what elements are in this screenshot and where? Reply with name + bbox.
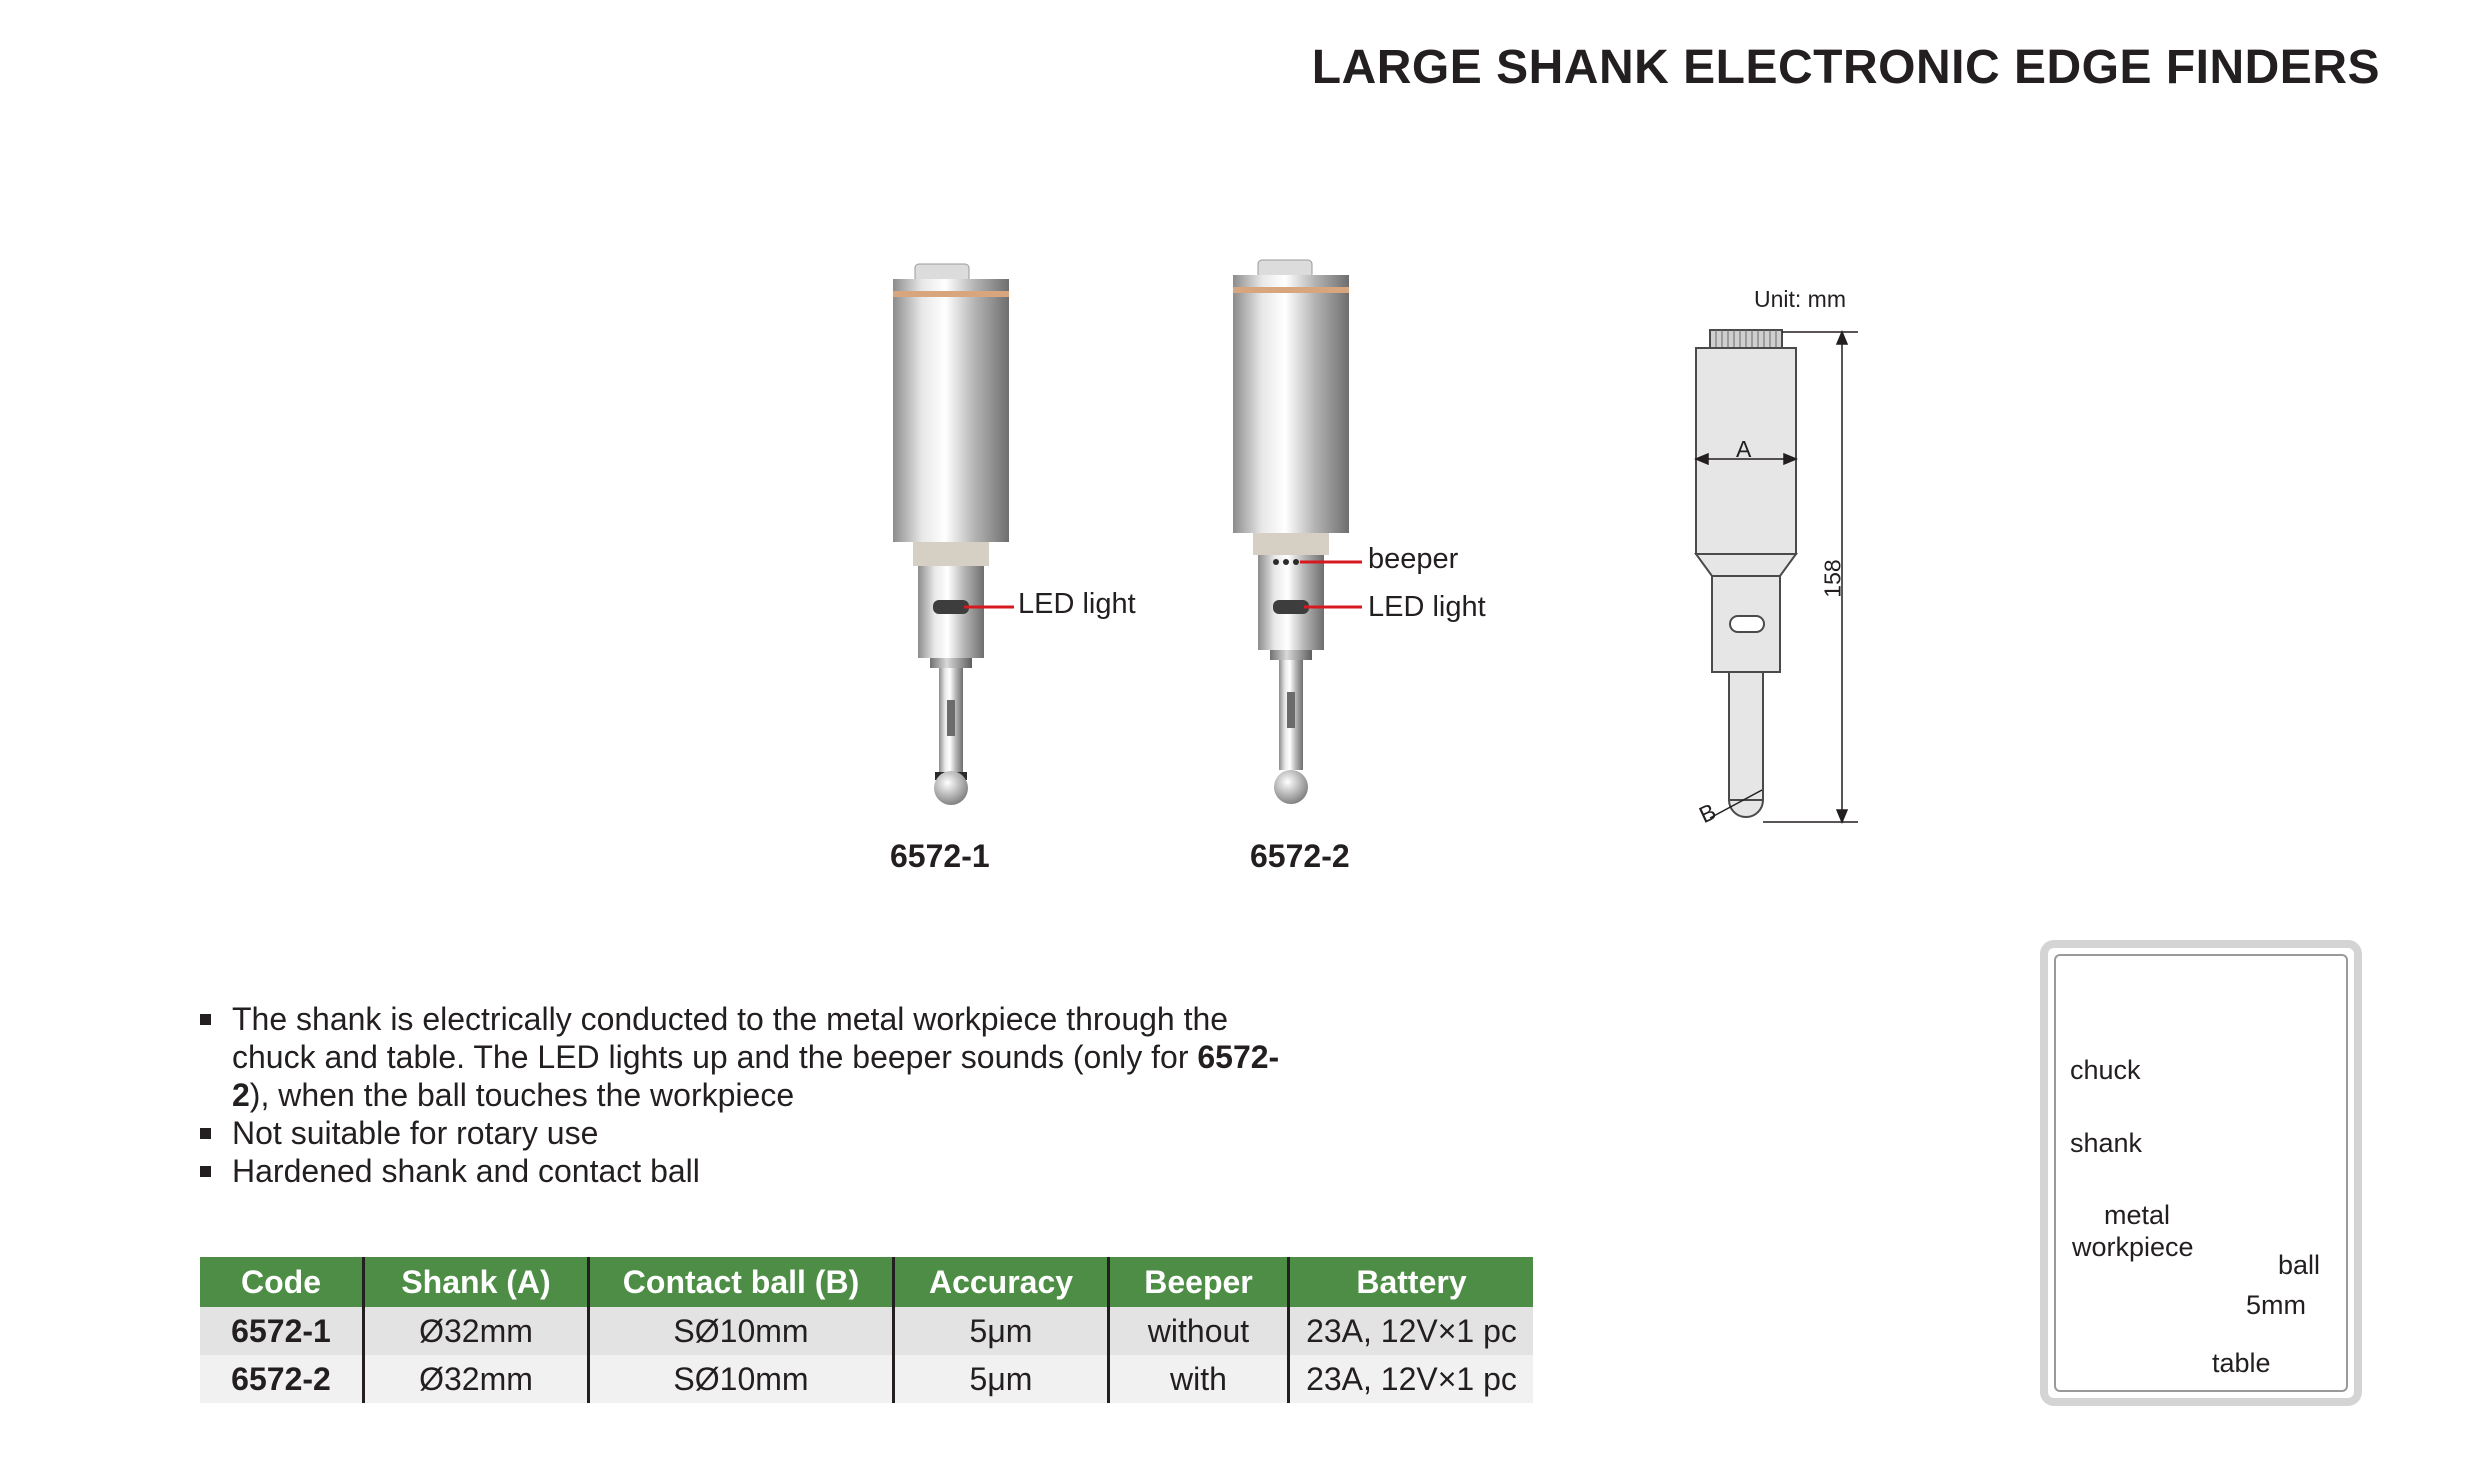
product-code-6572-2: 6572-2 bbox=[1250, 838, 1350, 874]
gap-label: 5mm bbox=[2246, 1290, 2306, 1320]
edge-finder-6572-2-photo bbox=[1233, 260, 1349, 804]
feature-text: The shank is electrically conducted to the metal workpiece through the chuck and table. The LED lights up and the beeper sounds (only for bbox=[232, 1001, 1229, 1075]
feature-list bbox=[196, 1000, 1296, 1190]
table-row bbox=[200, 1355, 1533, 1403]
chuck-label: chuck bbox=[2070, 1055, 2141, 1085]
feature-item bbox=[196, 1114, 1296, 1152]
cell-battery: 23A, 12V×1 pc bbox=[1289, 1355, 1534, 1403]
feature-item bbox=[196, 1000, 1296, 1114]
led-light-callout-2: LED light bbox=[1368, 591, 1486, 623]
dimension-a-label: A bbox=[1736, 436, 1752, 462]
header-beeper: Beeper bbox=[1109, 1257, 1289, 1307]
feature-bold-code: 6572-2 bbox=[232, 1039, 1280, 1113]
table-label: table bbox=[2212, 1348, 2271, 1378]
ball-label: ball bbox=[2278, 1250, 2321, 1280]
dimension-b-label: B bbox=[1695, 798, 1720, 829]
cell-beeper: without bbox=[1109, 1307, 1289, 1355]
unit-label: Unit: mm bbox=[1754, 286, 1846, 312]
setup-diagram-frame bbox=[2040, 940, 2362, 1406]
cell-contact-ball: SØ10mm bbox=[589, 1355, 894, 1403]
table-header-row bbox=[200, 1257, 1533, 1307]
feature-text: Not suitable for rotary use bbox=[232, 1115, 599, 1151]
cell-accuracy: 5μm bbox=[894, 1355, 1109, 1403]
feature-text-tail: ), when the ball touches the workpiece bbox=[249, 1077, 795, 1113]
setup-diagram-inner bbox=[2054, 954, 2348, 1392]
header-contact-ball: Contact ball (B) bbox=[589, 1257, 894, 1307]
product-code-6572-1: 6572-1 bbox=[890, 838, 990, 874]
led-light-callout-1: LED light bbox=[1018, 588, 1136, 620]
header-shank: Shank (A) bbox=[364, 1257, 589, 1307]
cell-shank: Ø32mm bbox=[364, 1307, 589, 1355]
cell-accuracy: 5μm bbox=[894, 1307, 1109, 1355]
cell-beeper: with bbox=[1109, 1355, 1289, 1403]
dimension-length-label: 158 bbox=[1819, 559, 1846, 598]
cell-battery: 23A, 12V×1 pc bbox=[1289, 1307, 1534, 1355]
header-battery: Battery bbox=[1289, 1257, 1534, 1307]
workpiece-label: workpiece bbox=[2072, 1232, 2194, 1262]
cell-code: 6572-2 bbox=[200, 1355, 364, 1403]
spec-table bbox=[200, 1257, 1533, 1403]
feature-item bbox=[196, 1152, 1296, 1190]
edge-finder-6572-1-photo bbox=[893, 264, 1009, 805]
header-code: Code bbox=[200, 1257, 364, 1307]
metal-label: metal bbox=[2104, 1200, 2171, 1230]
cell-contact-ball: SØ10mm bbox=[589, 1307, 894, 1355]
shank-label: shank bbox=[2070, 1128, 2143, 1158]
feature-text: Hardened shank and contact ball bbox=[232, 1153, 700, 1189]
table-row bbox=[200, 1307, 1533, 1355]
beeper-callout: beeper bbox=[1368, 543, 1459, 575]
header-accuracy: Accuracy bbox=[894, 1257, 1109, 1307]
dimension-drawing bbox=[1696, 330, 1796, 817]
page-title: LARGE SHANK ELECTRONIC EDGE FINDERS bbox=[1311, 41, 2380, 94]
cell-code: 6572-1 bbox=[200, 1307, 364, 1355]
cell-shank: Ø32mm bbox=[364, 1355, 589, 1403]
